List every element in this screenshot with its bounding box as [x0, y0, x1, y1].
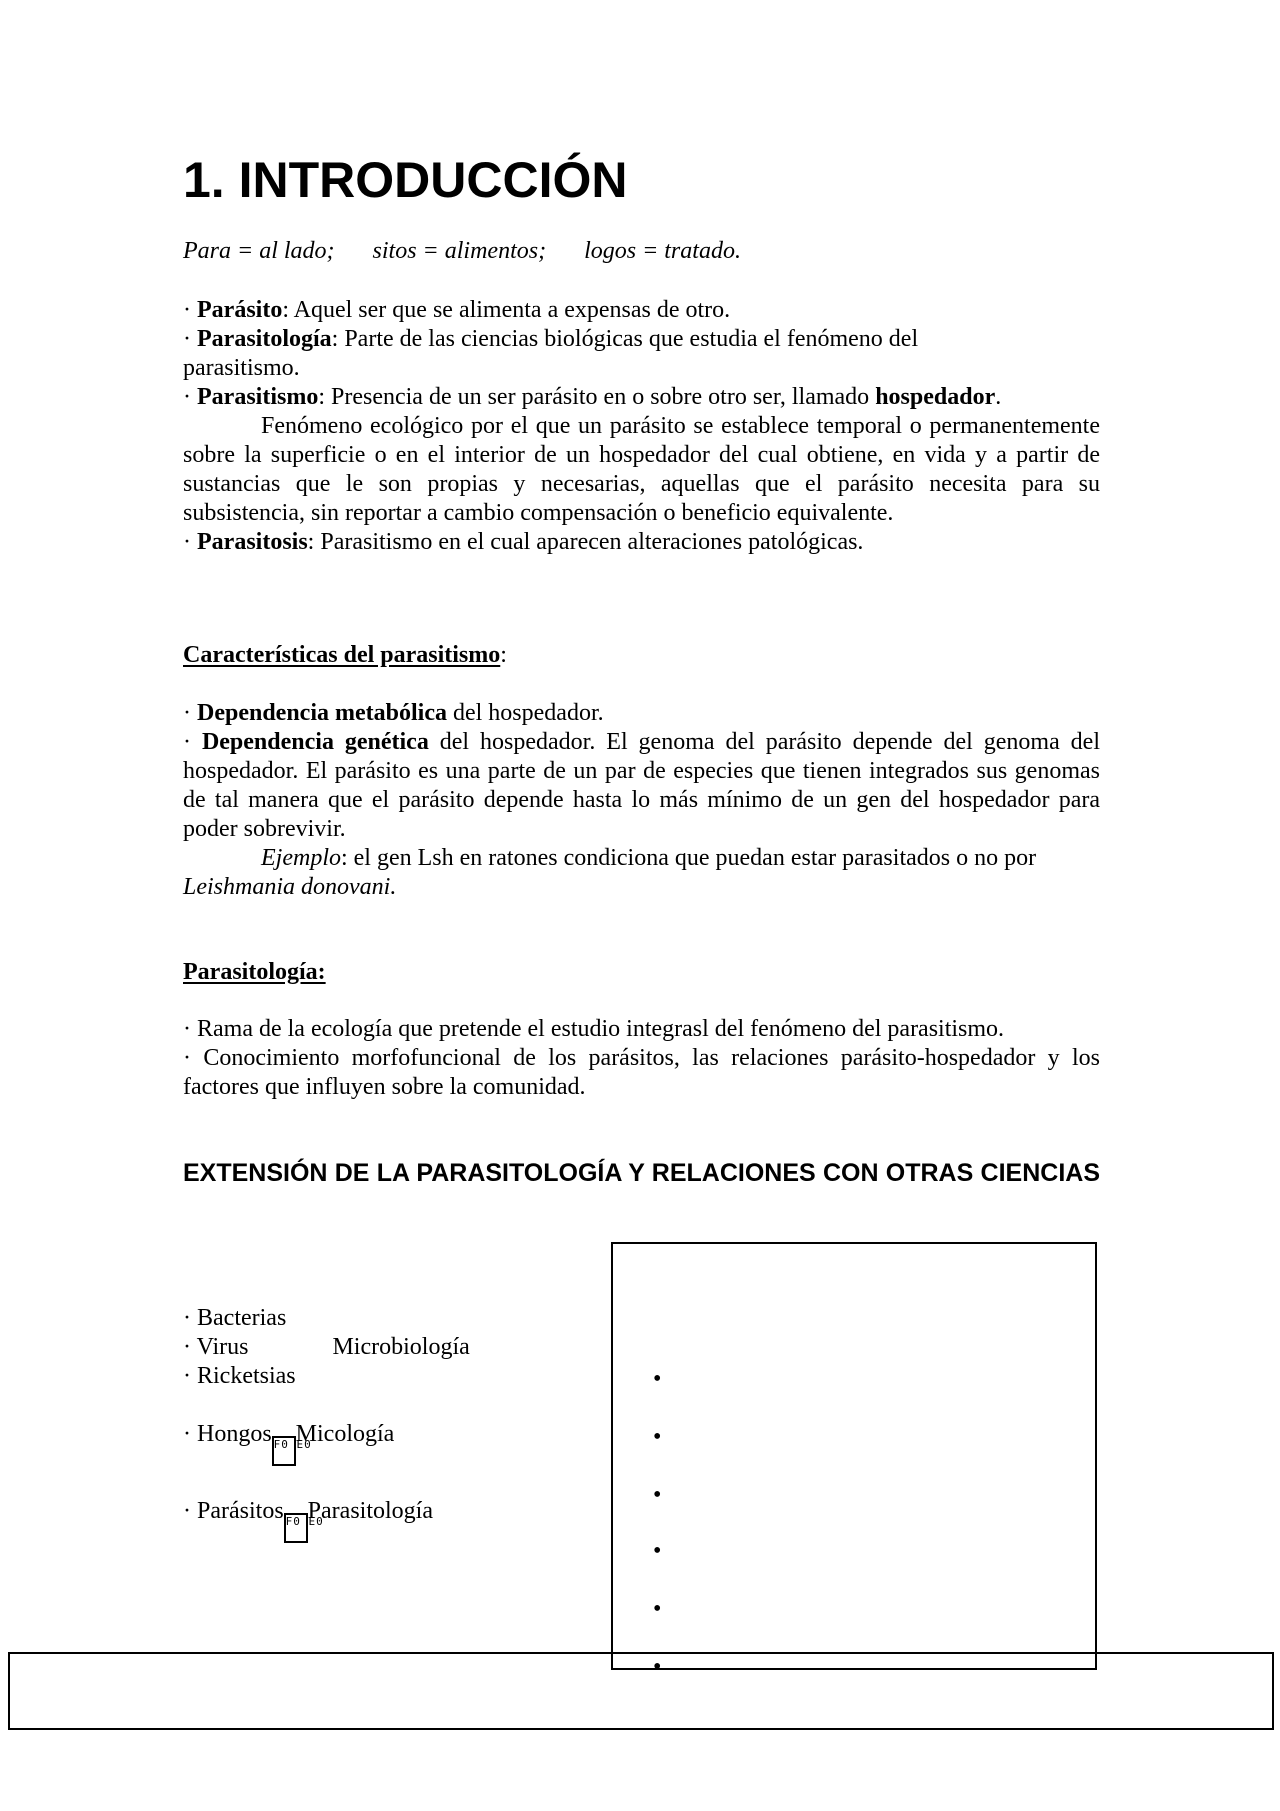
page-title: 1. INTRODUCCIÓN	[183, 152, 628, 208]
definition-parasitologia-cont: parasitismo.	[183, 355, 300, 381]
definition-parasitologia: · Parasitología: Parte de las ciencias biológicas que estudia el fenómeno del	[183, 326, 919, 352]
label-microbiologia: Microbiología	[332, 1334, 470, 1360]
definition-parasitismo: · Parasitismo: Presencia de un ser parásito en o sobre otro ser, llamado hospedador.	[183, 384, 1002, 410]
missing-glyph-icon: F0 E0	[272, 1436, 296, 1466]
term-parasitismo: Parasitismo	[197, 384, 319, 410]
term-hospedador: hospedador	[875, 384, 996, 410]
extension-heading: EXTENSIÓN DE LA PARASITOLOGÍA Y RELACIONES CON OTRAS CIENCIAS	[183, 1159, 1100, 1187]
extension-list	[183, 1304, 583, 1543]
box-bullet: •	[653, 1538, 662, 1564]
characteristics-heading: Características del parasitismo:	[183, 642, 507, 668]
definition-parasito: · Parásito: Aquel ser que se alimenta a expensas de otro.	[183, 297, 731, 323]
box-bullet: •	[653, 1482, 662, 1508]
list-item-bacterias: · Bacterias	[183, 1305, 287, 1331]
characteristics-block	[183, 699, 1100, 902]
label-micologia: Micología	[295, 1421, 395, 1447]
term-parasitosis: Parasitosis	[197, 529, 308, 555]
footer-frame	[8, 1652, 1274, 1730]
list-item-virus: · Virus Microbiología	[183, 1334, 470, 1360]
list-item-hongos: · Hongos F0 E0Micología	[183, 1420, 583, 1466]
definition-parasitosis: · Parasitosis: Parasitismo en el cual aparecen alteraciones patológicas.	[183, 529, 864, 555]
etymology-logos: logos = tratado.	[584, 238, 741, 264]
term-parasito: Parásito	[197, 297, 283, 323]
fenomeno-paragraph: Fenómeno ecológico por el que un parásito se establece temporal o permanentemente sobre la superficie o en el interior de un hospedador del cual obtiene, en vida y a partir de sustancias que le son propias y necesarias, aquellas que el parásito necesita para su subsistencia, sin reportar a cambio compensación o beneficio equivalente.	[183, 413, 1100, 526]
box-bullet: •	[653, 1424, 662, 1450]
definitions-block	[183, 296, 1100, 557]
box-bullet: •	[653, 1654, 662, 1680]
parasitologia-item-2: · Conocimiento morfofuncional de los parásitos, las relaciones parásito-hospedador y los factores que influyen sobre la comunidad.	[183, 1045, 1100, 1100]
etymology-para: Para = al lado;	[183, 238, 335, 264]
label-parasitologia: Parasitología	[307, 1498, 433, 1524]
parasitologia-block	[183, 1015, 1100, 1102]
characteristic-genetica: · Dependencia genética del hospedador. El genoma del parásito depende del genoma del hospedador. El parásito es una parte de un par de especies que tienen integrados sus genomas de tal manera que el parásito depende hasta lo más mínimo de un gen del hospedador para poder sobrevivir.	[183, 729, 1101, 842]
box-bullet: •	[653, 1596, 662, 1622]
parasitologia-item-1: · Rama de la ecología que pretende el estudio integrasl del fenómeno del parasitismo.	[183, 1016, 1005, 1042]
term-parasitologia: Parasitología	[197, 326, 332, 352]
etymology-sitos: sitos = alimentos;	[372, 238, 547, 264]
characteristic-metabolica: · Dependencia metabólica del hospedador.	[183, 700, 604, 726]
example-paragraph: Ejemplo: el gen Lsh en ratones condiciona que puedan estar parasitados o no por Leishmania donovani.	[183, 845, 1037, 900]
box-bullet: •	[653, 1366, 662, 1392]
missing-glyph-icon: F0 E0	[284, 1513, 308, 1543]
parasitologia-heading: Parasitología:	[183, 959, 326, 985]
etymology-line	[183, 237, 741, 266]
diagram-frame	[611, 1242, 1097, 1680]
list-item-ricketsias: · Ricketsias	[183, 1363, 296, 1389]
list-item-parasitos: · Parásitos F0 E0Parasitología	[183, 1497, 583, 1543]
species-name: Leishmania donovani.	[183, 874, 397, 900]
